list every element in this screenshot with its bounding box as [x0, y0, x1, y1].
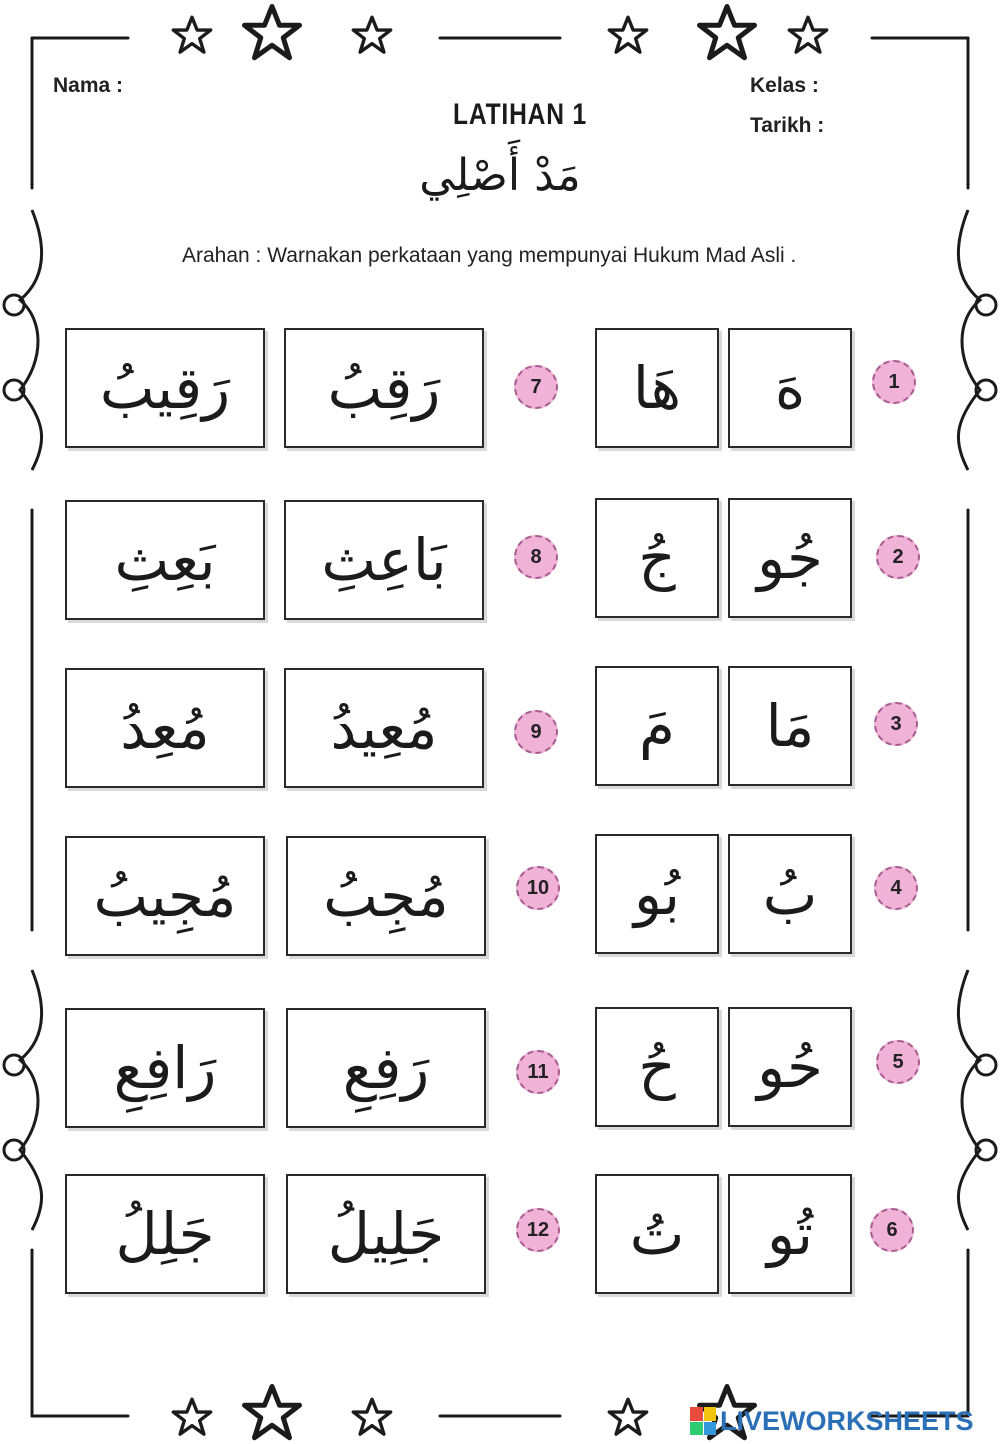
- star-icon: [173, 17, 210, 52]
- scroll-ornament-icon: [4, 210, 42, 1230]
- word-card[interactable]: رَقِبُ: [284, 328, 484, 448]
- word-card[interactable]: جُو: [728, 498, 852, 618]
- number-badge: 6: [870, 1208, 914, 1252]
- star-icon: [245, 1387, 300, 1438]
- number-badge: 5: [876, 1040, 920, 1084]
- number-badge: 1: [872, 360, 916, 404]
- nama-label: Nama :: [53, 74, 124, 97]
- word-card[interactable]: حُ: [595, 1007, 719, 1127]
- word-card[interactable]: رَافِعِ: [65, 1008, 265, 1128]
- number-badge: 8: [514, 535, 558, 579]
- word-card[interactable]: تُو: [728, 1174, 852, 1294]
- star-icon: [245, 7, 300, 58]
- word-card[interactable]: حُو: [728, 1007, 852, 1127]
- word-card[interactable]: رَقِيبُ: [65, 328, 265, 448]
- number-badge: 2: [876, 535, 920, 579]
- tarikh-label: Tarikh :: [750, 114, 825, 137]
- number-badge: 9: [514, 710, 558, 754]
- word-card[interactable]: بُ: [728, 834, 852, 954]
- kelas-label: Kelas :: [750, 74, 819, 97]
- word-card[interactable]: مُجِبُ: [286, 836, 486, 956]
- word-card[interactable]: بَعِثِ: [65, 500, 265, 620]
- arabic-title: مَدْ أَصْلِي: [419, 150, 581, 201]
- word-card[interactable]: جَلِيلُ: [286, 1174, 486, 1294]
- instruction-text: Arahan : Warnakan perkataan yang mempunyai Hukum Mad Asli .: [182, 244, 797, 267]
- word-card[interactable]: رَفِعِ: [286, 1008, 486, 1128]
- star-icon: [353, 1399, 390, 1434]
- number-badge: 4: [874, 866, 918, 910]
- word-card[interactable]: مَ: [595, 666, 719, 786]
- scroll-ornament-icon: [958, 210, 996, 1230]
- word-card[interactable]: جُ: [595, 498, 719, 618]
- star-icon: [609, 1399, 646, 1434]
- number-badge: 10: [516, 866, 560, 910]
- word-card[interactable]: مُعِدُ: [65, 668, 265, 788]
- star-icon: [353, 17, 390, 52]
- number-badge: 3: [874, 702, 918, 746]
- word-card[interactable]: مُجِيبُ: [65, 836, 265, 956]
- star-icon: [173, 1399, 210, 1434]
- star-icon: [789, 17, 826, 52]
- number-badge: 7: [514, 365, 558, 409]
- liveworksheets-logo[interactable]: [690, 1404, 974, 1438]
- word-card[interactable]: مَا: [728, 666, 852, 786]
- number-badge: 11: [516, 1050, 560, 1094]
- star-icon: [609, 17, 646, 52]
- word-card[interactable]: هَ: [728, 328, 852, 448]
- number-badge: 12: [516, 1208, 560, 1252]
- liveworksheets-logo-icon: [690, 1407, 716, 1435]
- star-icon: [700, 7, 755, 58]
- word-card[interactable]: بَاعِثِ: [284, 500, 484, 620]
- word-card[interactable]: بُو: [595, 834, 719, 954]
- page-title: LATIHAN 1: [452, 98, 588, 131]
- word-card[interactable]: جَلِلُ: [65, 1174, 265, 1294]
- word-card[interactable]: مُعِيدُ: [284, 668, 484, 788]
- word-card[interactable]: هَا: [595, 328, 719, 448]
- watermark-text: LIVEWORKSHEETS: [720, 1405, 974, 1436]
- word-card[interactable]: تُ: [595, 1174, 719, 1294]
